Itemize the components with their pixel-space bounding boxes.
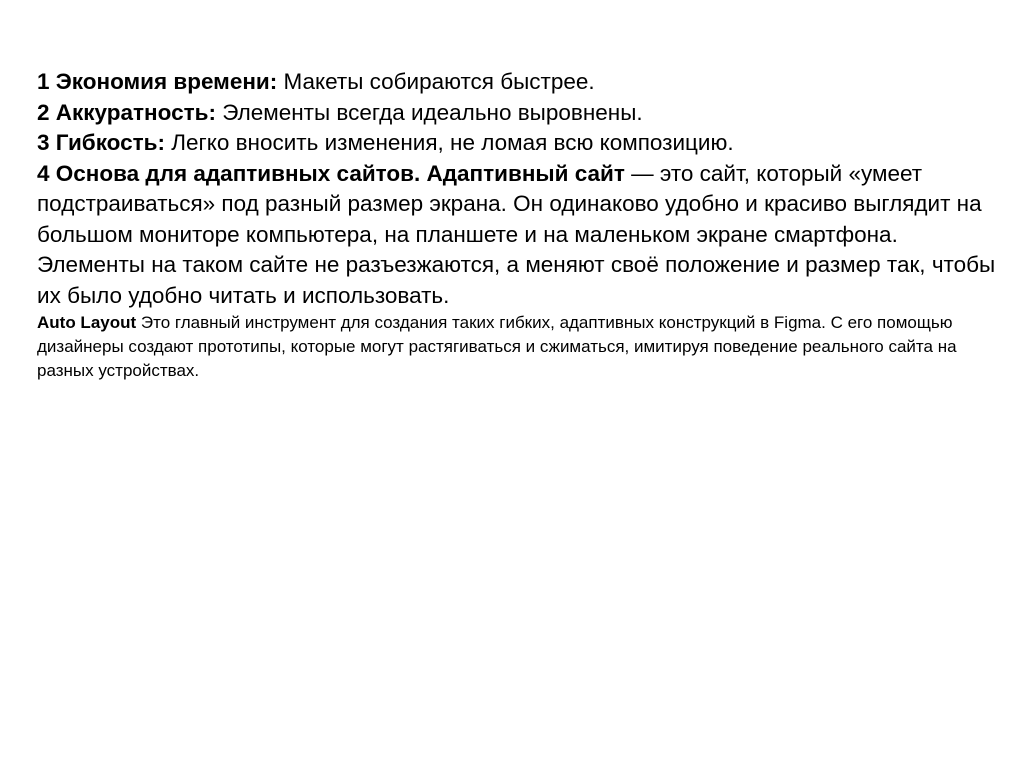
benefits-list	[37, 67, 997, 311]
auto-layout-note	[37, 311, 987, 383]
benefit-2-text: Элементы всегда идеально выровнены.	[215, 99, 643, 125]
auto-layout-term: Auto Layout	[37, 313, 137, 332]
benefit-2-number: 2	[37, 99, 50, 125]
benefit-item-4	[37, 159, 997, 312]
benefit-4-title: Основа для адаптивных сайтов.	[55, 160, 421, 186]
auto-layout-description: Это главный инструмент для создания таких гибких, адаптивных конструкций в Figma. С его помощью дизайнеры создают прототипы, которые могут растягиваться и сжиматься, имитируя поведение реального сайта на разных устройствах.	[37, 313, 957, 380]
benefit-1-text: Макеты собираются быстрее.	[277, 69, 595, 94]
benefit-4-number: 4	[37, 160, 50, 186]
benefit-3-number: 3	[37, 130, 50, 155]
benefit-3-text: Легко вносить изменения, не ломая всю композицию.	[164, 130, 734, 155]
benefit-item-2	[37, 98, 997, 129]
benefit-1-title: Экономия времени:	[55, 69, 278, 94]
auto-layout-paragraph	[37, 311, 987, 383]
benefit-item-1	[37, 67, 997, 98]
adaptive-site-term: Адаптивный сайт	[426, 160, 625, 186]
benefit-item-3	[37, 128, 997, 159]
adaptive-site-definition: — это сайт, который «умеет подстраиваться» под разный размер экрана. Он одинаково удобно и красиво выглядит на большом мониторе компьютера, на планшете и на маленьком экране смартфона. Элементы на таком сайте не разъезжаются, а меняют своё положение и размер так, чтобы их было удобно читать и использовать.	[37, 160, 996, 308]
benefit-1-number: 1	[37, 69, 50, 94]
benefit-3-title: Гибкость:	[55, 130, 165, 155]
benefit-2-title: Аккуратность:	[55, 99, 216, 125]
